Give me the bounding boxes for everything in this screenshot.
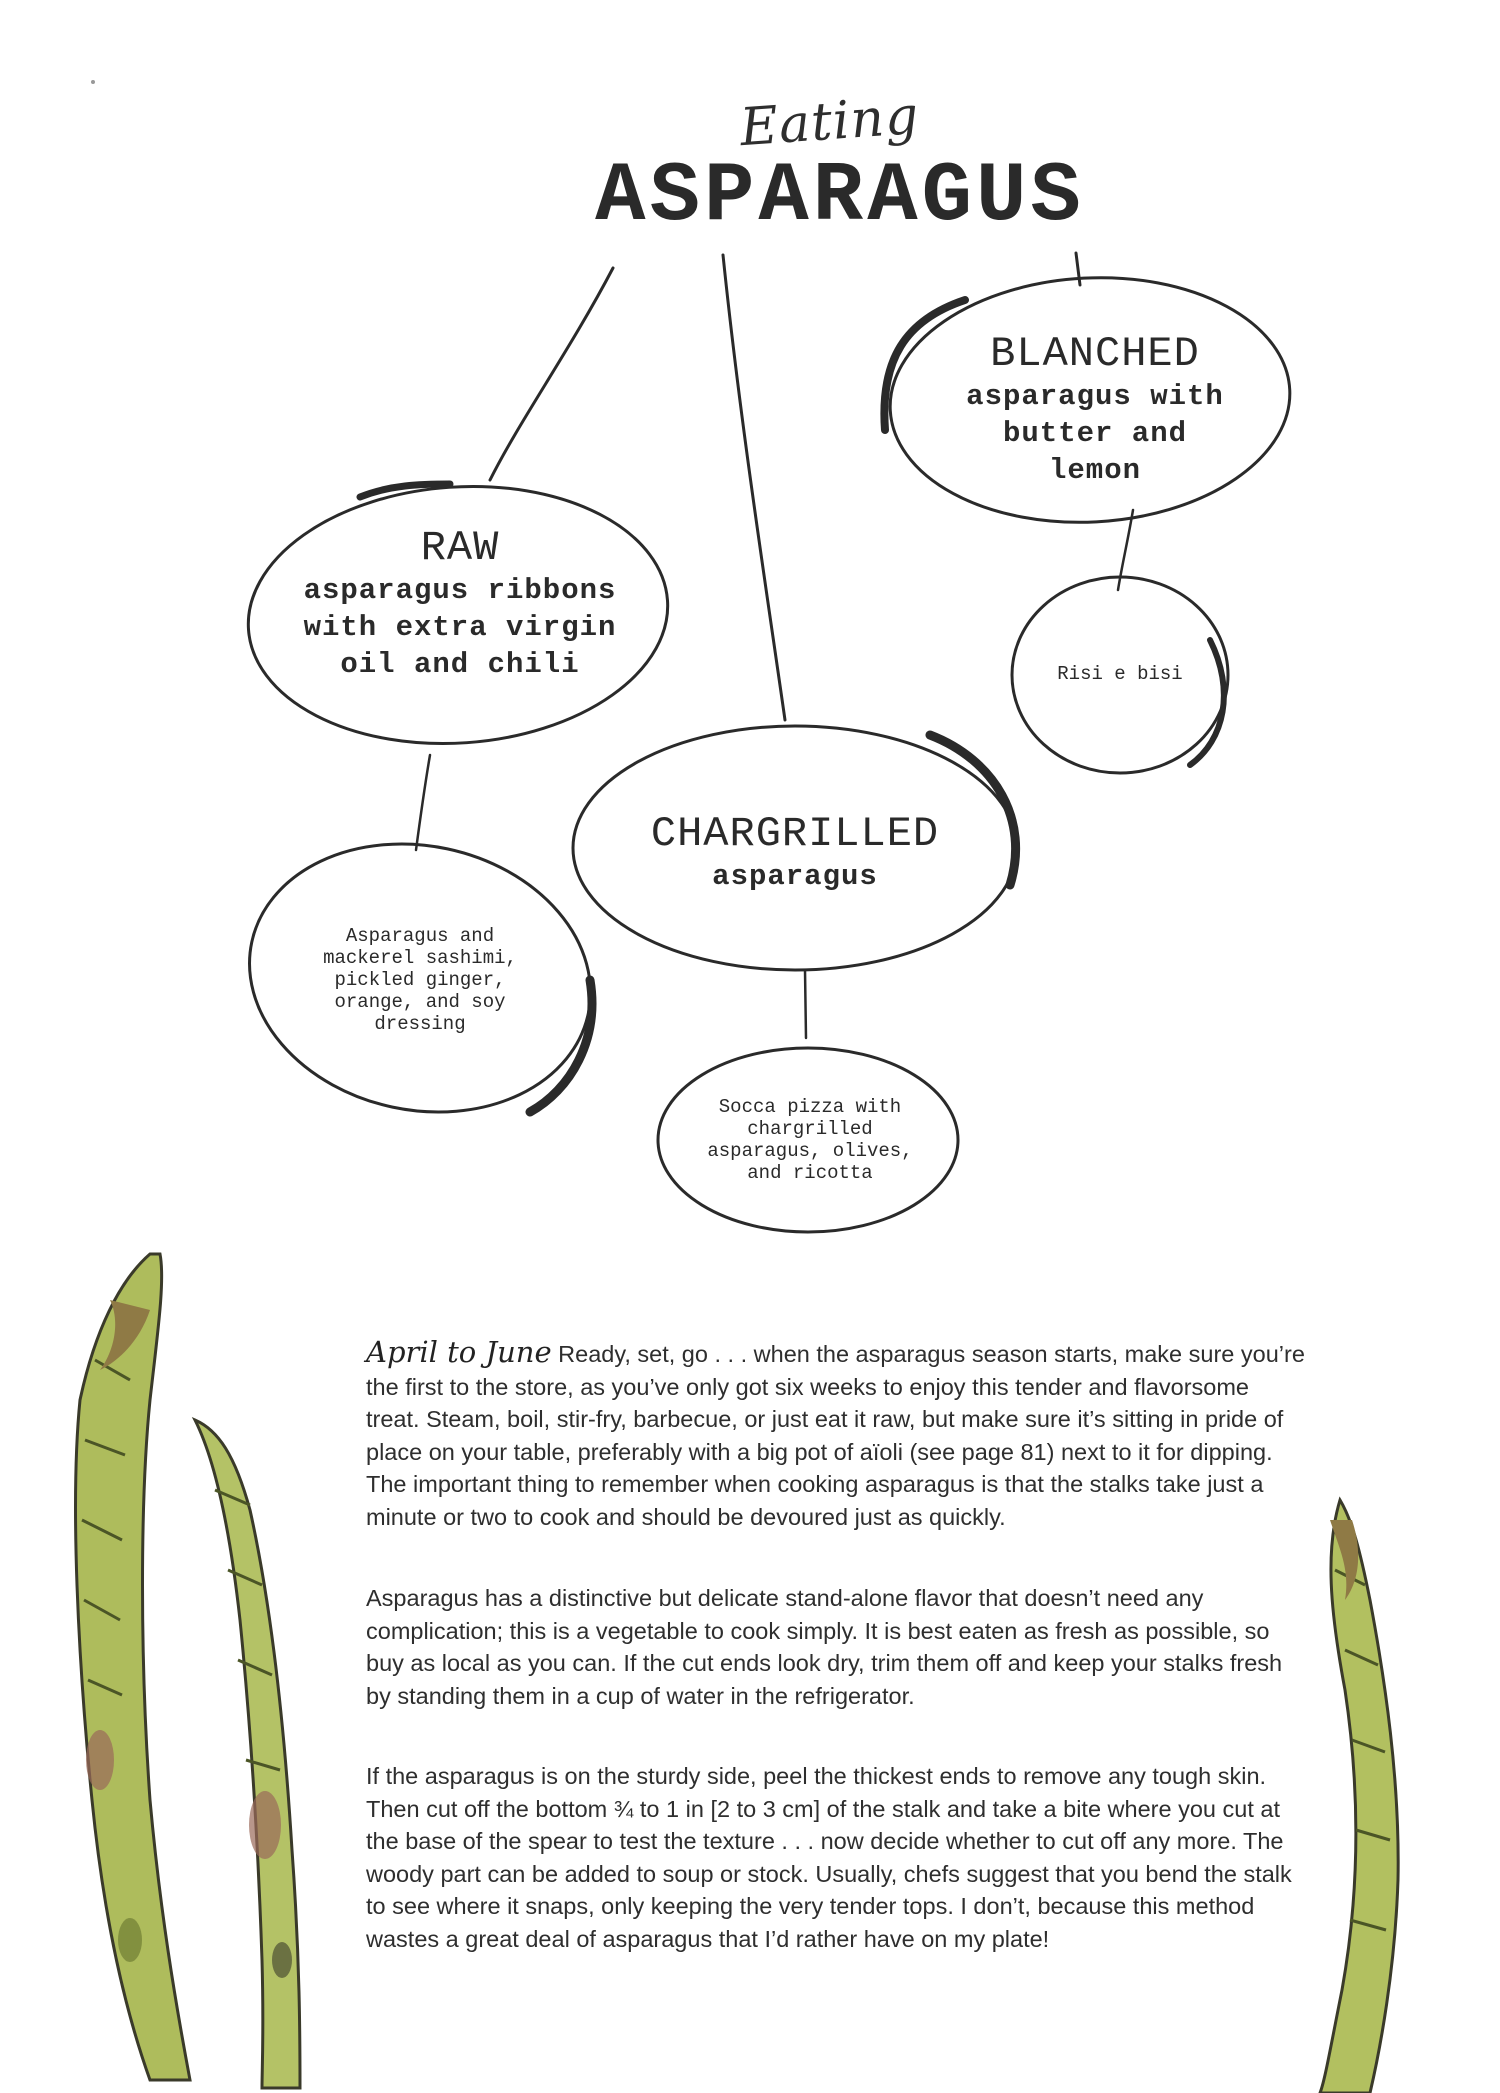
asparagus-illustration-right — [1290, 1490, 1450, 2093]
intro-text: Ready, set, go . . . when the asparagus season starts, make sure you’re the first to the store, as you’ve only got six weeks to enjoy this tender and flavorsome treat. Steam, boil, stir-fry, barbecue, or just eat it raw, but make sure it’s sitting in pride of place on your table, preferably with a big pot of aïoli (see page 81) next to it for dipping. The important thing to remember when cooking asparagus is that the stalks take just a minute or two to cook and should be devoured just as quickly. — [366, 1341, 1305, 1530]
blanched-line: lemon — [1048, 454, 1141, 487]
raw-child-line: dressing — [374, 1013, 466, 1035]
asparagus-illustration-left — [0, 1240, 420, 2093]
intro-paragraph — [366, 1336, 1306, 1533]
chargrilled-node — [595, 810, 995, 895]
chargrilled-child-line: asparagus, olives, — [707, 1140, 913, 1162]
raw-child-node — [285, 925, 555, 1035]
raw-child-line: Asparagus and — [345, 925, 495, 947]
connector-title-chargrilled — [723, 255, 785, 720]
chargrilled-child-node — [670, 1096, 950, 1184]
blanched-line: butter and — [1002, 417, 1188, 450]
raw-line: with extra virgin — [303, 611, 617, 644]
connector-title-blanched — [1076, 253, 1080, 285]
raw-child-line: mackerel sashimi, — [323, 947, 517, 969]
connector-title-raw — [490, 268, 613, 480]
asparagus-spear-tall — [76, 1254, 190, 2080]
blanched-line: asparagus with — [966, 380, 1224, 413]
raw-line: asparagus ribbons — [303, 574, 617, 607]
asparagus-spear-short — [195, 1420, 300, 2088]
blanched-child-node — [1030, 663, 1210, 685]
chargrilled-child-line: and ricotta — [747, 1162, 873, 1184]
asparagus-spear-right — [1320, 1500, 1398, 2093]
title-main: ASPARAGUS — [595, 150, 1085, 245]
blanched-heading: BLANCHED — [990, 330, 1200, 378]
preparation-paragraph: If the asparagus is on the sturdy side, peel the thickest ends to remove any tough skin. Then cut off the bottom ¾ to 1 in [2 to 3 cm] of the stalk and take a bite where you cut at the base of the spear to test the texture . . . now decide whether to cut off any more. The woody part can be added to soup or stock. Usually, chefs suggest that you bend the stalk to see where it snaps, only keeping the very tender tops. I don’t, because this method wastes a great deal of asparagus that I’d rather have on my plate! — [366, 1763, 1292, 1952]
chargrilled-child-line: Socca pizza with — [718, 1096, 902, 1118]
raw-child-line: pickled ginger, — [334, 969, 506, 991]
chargrilled-child-line: chargrilled — [747, 1118, 873, 1140]
raw-child-line: orange, and soy — [334, 991, 506, 1013]
chargrilled-heading: CHARGRILLED — [650, 810, 940, 858]
title-script: Eating — [738, 85, 922, 159]
connector-raw-child — [416, 755, 430, 850]
flavor-paragraph: Asparagus has a distinctive but delicate stand-alone flavor that doesn’t need any complication; this is a vegetable to cook simply. It is best eaten as fresh as possible, so buy as local as you can. If the cut ends look dry, trim them off and keep your stalks fresh by standing them in a cup of water in the refrigerator. — [366, 1585, 1283, 1709]
raw-node — [260, 524, 660, 683]
season-lead: April to June — [366, 1335, 552, 1369]
blanched-node — [905, 330, 1285, 489]
raw-line: oil and chili — [340, 648, 580, 681]
connector-chargrilled-child — [805, 970, 806, 1038]
raw-heading: RAW — [420, 524, 500, 572]
blanched-child-line: Risi e bisi — [1057, 663, 1183, 685]
chargrilled-line: asparagus — [712, 860, 878, 893]
